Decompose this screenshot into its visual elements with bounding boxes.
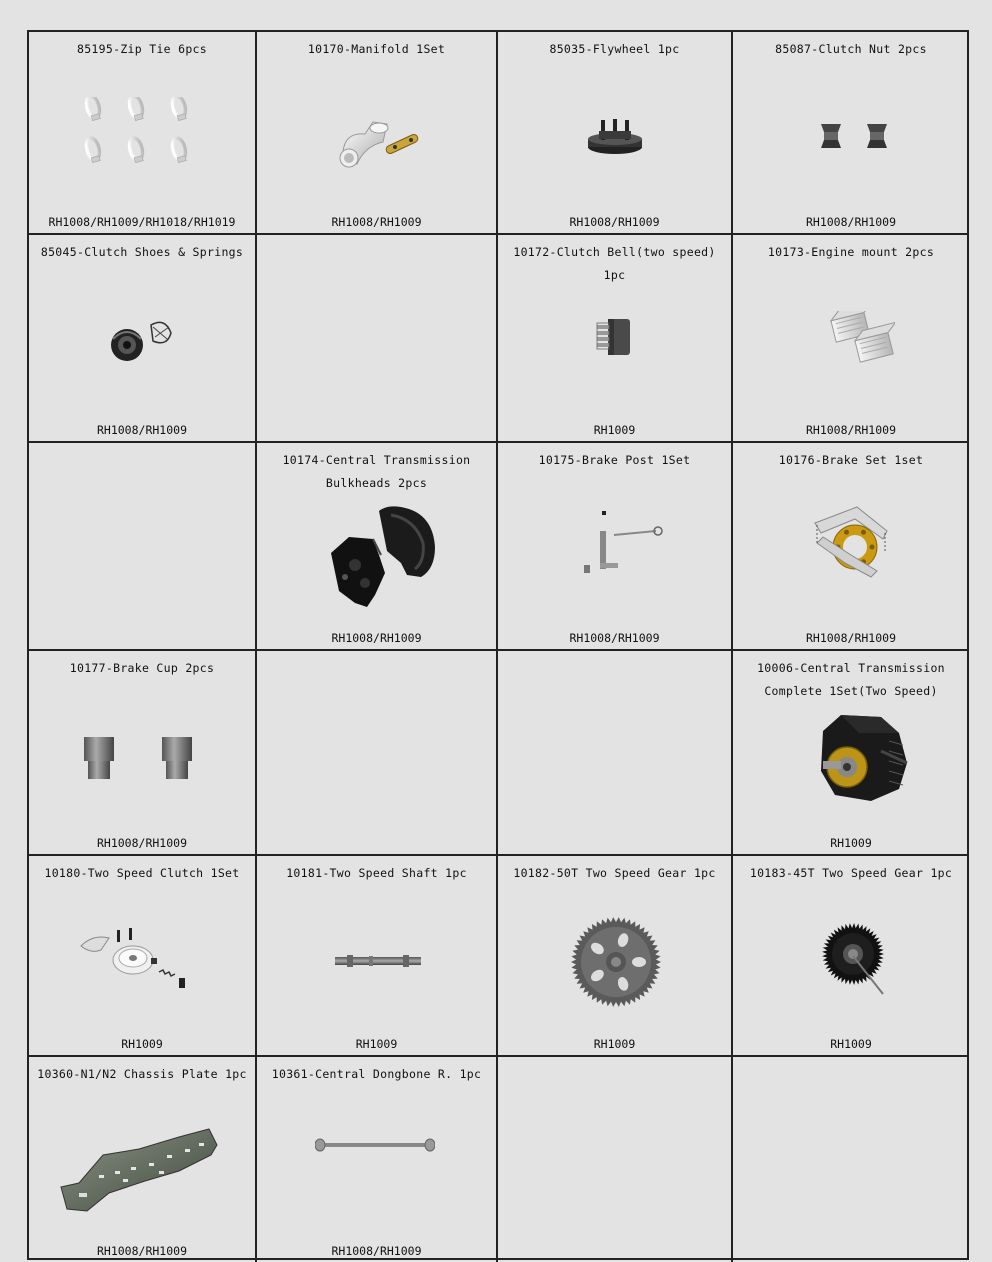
part-cell xyxy=(29,235,257,443)
part-cell xyxy=(29,1057,257,1262)
part-title: 85045-Clutch Shoes & Springs xyxy=(40,245,244,259)
shaft-icon xyxy=(335,954,421,968)
part-cell xyxy=(257,32,498,235)
model-compatibility: RH1008/RH1009 xyxy=(96,423,187,437)
part-title: 85195-Zip Tie 6pcs xyxy=(76,42,208,56)
part-title: 10170-Manifold 1Set xyxy=(307,42,446,56)
part-cell xyxy=(257,1057,498,1262)
part-title: 10176-Brake Set 1set xyxy=(778,453,924,467)
parts-grid xyxy=(27,30,969,1260)
part-title: 10180-Two Speed Clutch 1Set xyxy=(44,866,240,880)
clutch-shoes-icon xyxy=(109,315,179,365)
brake-post-icon xyxy=(580,509,664,579)
chassis-plate-icon xyxy=(59,1115,219,1213)
part-title: 10181-Two Speed Shaft 1pc xyxy=(286,866,467,880)
part-cell xyxy=(29,651,257,856)
part-title: 10360-N1/N2 Chassis Plate 1pc xyxy=(37,1067,247,1081)
dogbone-icon xyxy=(315,1137,435,1153)
clutch-nut-icon xyxy=(813,122,893,150)
model-compatibility: RH1008/RH1009/RH1018/RH1019 xyxy=(48,215,236,229)
part-cell xyxy=(257,856,498,1057)
two-speed-clutch-icon xyxy=(79,928,199,994)
model-compatibility: RH1009 xyxy=(121,1037,163,1051)
manifold-icon xyxy=(335,112,425,172)
part-cell xyxy=(257,443,498,651)
part-cell xyxy=(498,1057,733,1262)
part-cell xyxy=(733,1057,969,1262)
part-cell xyxy=(29,856,257,1057)
flywheel-icon xyxy=(585,117,645,157)
part-cell xyxy=(498,235,733,443)
part-cell xyxy=(498,856,733,1057)
model-compatibility: RH1008/RH1009 xyxy=(96,1244,187,1258)
model-compatibility: RH1009 xyxy=(593,423,636,437)
part-title: 10177-Brake Cup 2pcs xyxy=(69,661,215,675)
part-cell xyxy=(257,651,498,856)
part-title: 85035-Flywheel 1pc xyxy=(549,42,680,56)
part-cell xyxy=(498,32,733,235)
part-title: 10182-50T Two Speed Gear 1pc xyxy=(513,866,716,880)
model-compatibility: RH1008/RH1009 xyxy=(569,215,660,229)
model-compatibility: RH1008/RH1009 xyxy=(805,423,896,437)
model-compatibility: RH1008/RH1009 xyxy=(569,631,660,645)
part-cell xyxy=(257,235,498,443)
model-compatibility: RH1009 xyxy=(830,836,872,850)
part-title: 10183-45T Two Speed Gear 1pc xyxy=(749,866,953,880)
brake-cup-icon xyxy=(82,735,194,781)
transmission-icon xyxy=(815,711,911,803)
part-cell xyxy=(733,651,969,856)
brake-set-icon xyxy=(811,503,893,581)
model-compatibility: RH1008/RH1009 xyxy=(331,1244,422,1258)
part-title: 10361-Central Dongbone R. 1pc xyxy=(271,1067,482,1081)
part-title: 10006-Central Transmission Complete 1Set(Two Speed) xyxy=(757,661,945,698)
clutch-bell-icon xyxy=(594,317,634,357)
part-cell xyxy=(29,32,257,235)
model-compatibility: RH1008/RH1009 xyxy=(805,215,896,229)
model-compatibility: RH1008/RH1009 xyxy=(96,836,187,850)
part-title: 10173-Engine mount 2pcs xyxy=(767,245,935,259)
model-compatibility: RH1009 xyxy=(830,1037,872,1051)
part-title: 10175-Brake Post 1Set xyxy=(538,453,691,467)
gear-45t-icon xyxy=(821,916,885,996)
zip-tie-icon xyxy=(81,97,191,169)
model-compatibility: RH1009 xyxy=(593,1037,636,1051)
part-cell xyxy=(498,651,733,856)
engine-mount-icon xyxy=(825,311,895,367)
model-compatibility: RH1008/RH1009 xyxy=(331,631,422,645)
gear-50t-icon xyxy=(570,916,662,1008)
part-title: 85087-Clutch Nut 2pcs xyxy=(775,42,927,56)
part-cell xyxy=(29,443,257,651)
model-compatibility: RH1008/RH1009 xyxy=(805,631,896,645)
part-cell xyxy=(733,32,969,235)
part-title: 10172-Clutch Bell(two speed) 1pc xyxy=(513,245,716,282)
model-compatibility: RH1009 xyxy=(355,1037,398,1051)
part-cell xyxy=(733,235,969,443)
bulkheads-icon xyxy=(329,503,441,613)
model-compatibility: RH1008/RH1009 xyxy=(331,215,422,229)
part-cell xyxy=(498,443,733,651)
part-cell xyxy=(733,856,969,1057)
part-cell xyxy=(733,443,969,651)
part-title: 10174-Central Transmission Bulkheads 2pcs xyxy=(282,453,471,490)
